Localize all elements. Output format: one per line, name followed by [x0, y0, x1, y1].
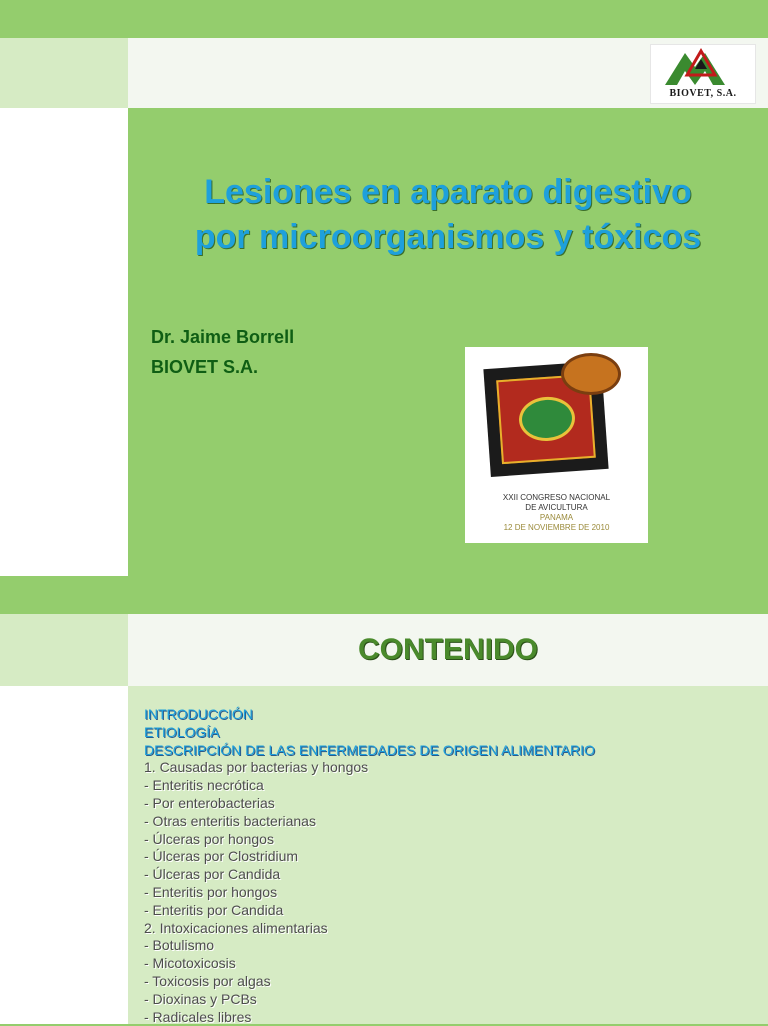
author-name: Dr. Jaime Borrell [151, 327, 295, 347]
contents-list-item: 1. Causadas por bacterias y hongos [144, 759, 369, 776]
contents-list-item: 2. Intoxicaciones alimentarias [144, 919, 328, 936]
contents-section-heading: DESCRIPCIÓN DE LAS ENFERMEDADES DE ORIGEN ALIMENTARIO [144, 741, 595, 758]
poster-line-3: PANAMA [539, 513, 574, 522]
contents-list-item: - Enteritis por Candida [144, 901, 284, 918]
contents-list [144, 706, 744, 1026]
slide-title [140, 170, 756, 260]
contents-list-item: - Por enterobacterias [144, 794, 275, 811]
contents-list-item: - Úlceras por hongos [144, 830, 274, 847]
contents-list-item: - Micotoxicosis [144, 955, 236, 972]
biovet-logo-mark-icon [651, 45, 755, 89]
slide1-left-margin [0, 108, 128, 576]
slide-divider-band [0, 576, 768, 614]
slide1-left-stripe [0, 38, 128, 108]
company-name: BIOVET S.A. [151, 357, 259, 377]
contents-section-heading: ETIOLOGÍA [144, 723, 220, 740]
contents-title: CONTENIDO [358, 633, 538, 666]
contents-list-item: - Radicales libres [144, 1008, 252, 1025]
contents-list-item: - Otras enteritis bacterianas [144, 812, 316, 829]
title-line-1: Lesiones en aparato digestivo [204, 173, 692, 211]
contents-list-item: - Úlceras por Candida [144, 866, 281, 883]
poster-line-4: 12 DE NOVIEMBRE DE 2010 [503, 523, 610, 532]
slide1-top-band [0, 0, 768, 38]
contents-list-item: - Toxicosis por algas [144, 972, 271, 989]
hat-icon [561, 353, 621, 395]
poster-line-1: XXII CONGRESO NACIONAL [502, 493, 611, 502]
contents-list-item: - Enteritis por hongos [144, 883, 278, 900]
slide2-left-margin [0, 686, 128, 1024]
poster-caption [465, 493, 648, 533]
bird-icon [518, 395, 577, 443]
congress-poster-image [465, 347, 648, 543]
logo-text: BIOVET, S.A. [669, 88, 737, 99]
contents-list-item: - Úlceras por Clostridium [144, 848, 299, 865]
biovet-logo [650, 44, 756, 104]
author-block [151, 322, 294, 382]
contents-list-item: - Enteritis necrótica [144, 777, 264, 794]
title-line-2: por microorganismos y tóxicos [194, 218, 702, 256]
slide2-left-stripe [0, 614, 128, 686]
poster-line-2: DE AVICULTURA [525, 503, 588, 512]
contents-list-item: - Dioxinas y PCBs [144, 990, 257, 1007]
contents-list-item: - Botulismo [144, 937, 215, 954]
contents-section-heading: INTRODUCCIÓN [144, 706, 253, 722]
